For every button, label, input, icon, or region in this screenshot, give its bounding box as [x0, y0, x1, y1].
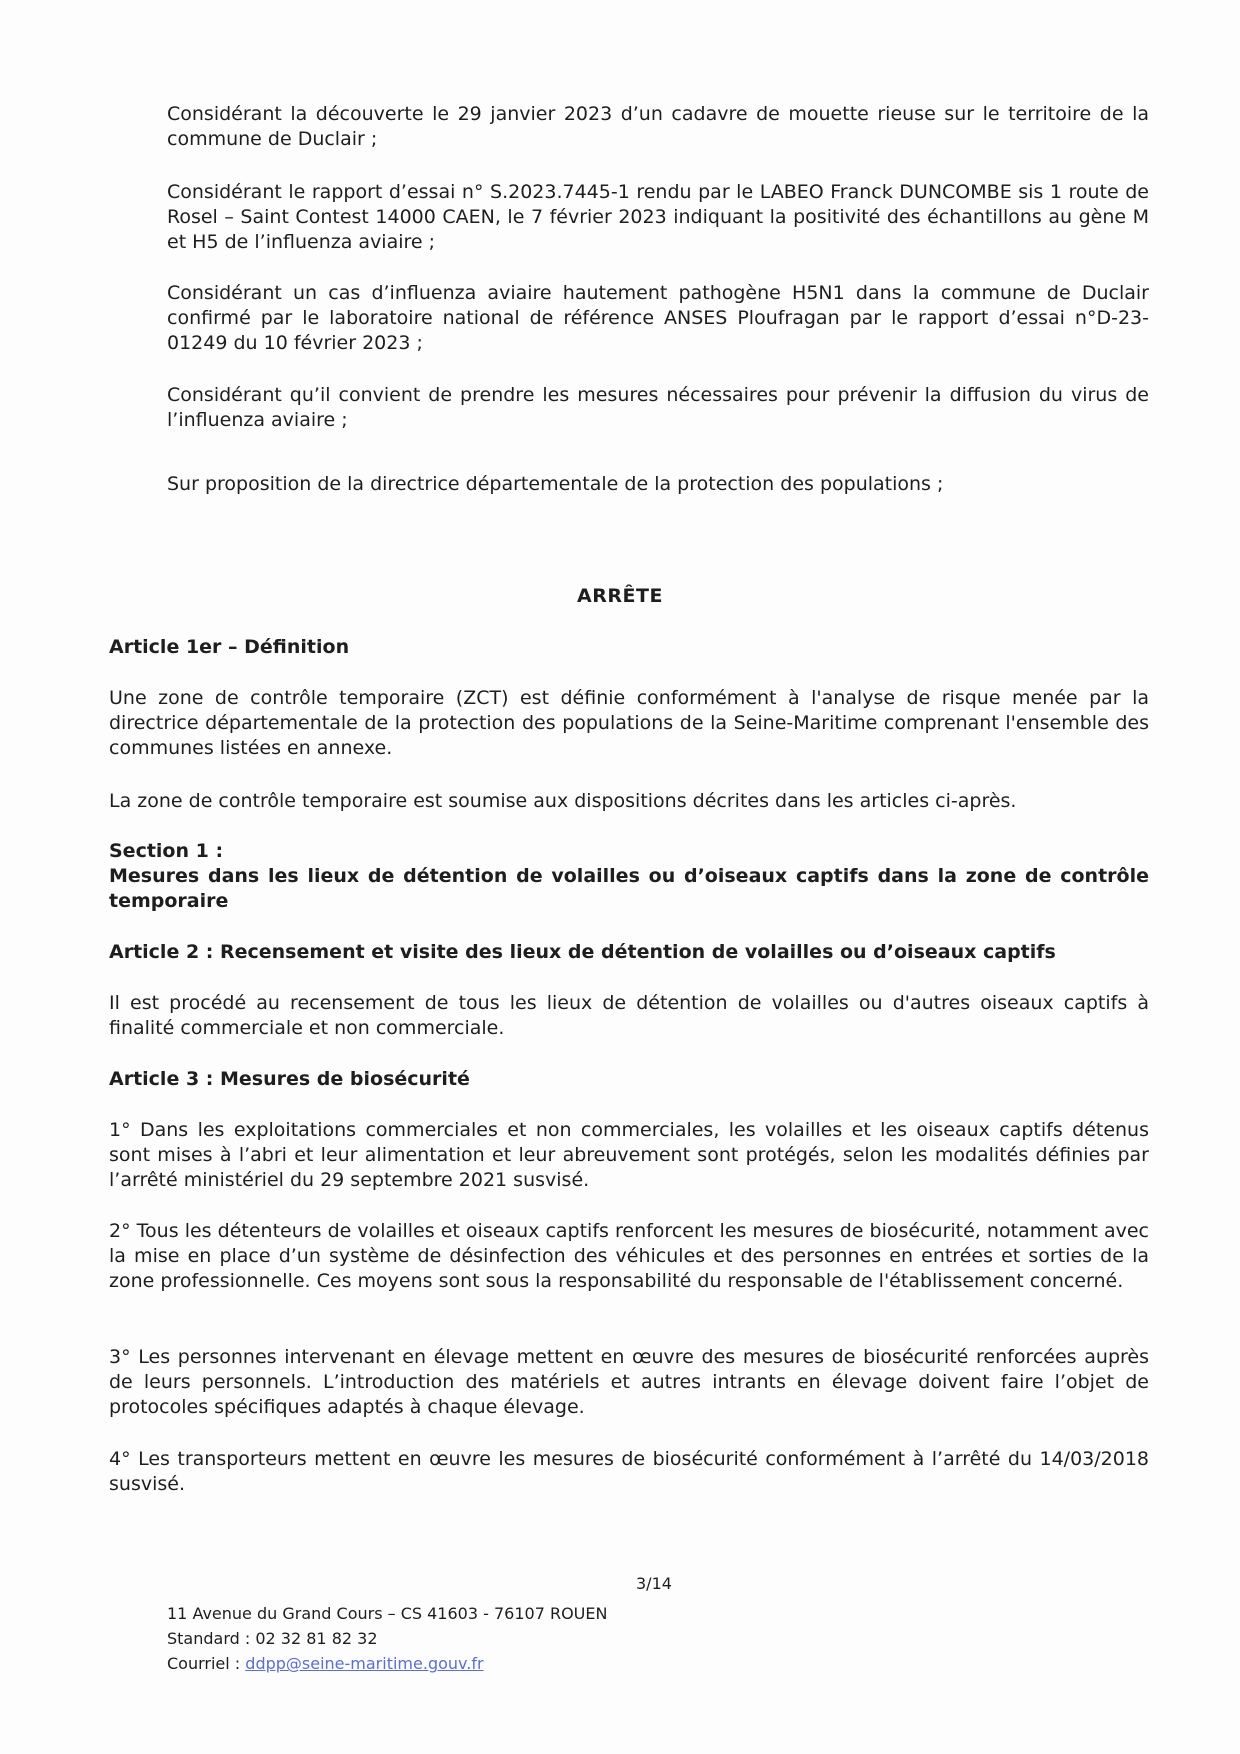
article-2-heading: Article 2 : Recensement et visite des lieux de détention de volailles ou d’oiseaux captifs: [109, 941, 1056, 963]
considerant-paragraph: Considérant la découverte le 29 janvier 2023 d’un cadavre de mouette rieuse sur le territoire de la commune de Duclair ;: [167, 103, 1149, 150]
footer-address: 11 Avenue du Grand Cours – CS 41603 - 76107 ROUEN: [167, 1604, 608, 1623]
article-3-item: 1° Dans les exploitations commerciales et non commerciales, les volailles et les oiseaux captifs détenus sont mises à l’abri et leur alimentation et leur abreuvement sont protégés, selon les modalités définies par l’arrêté ministériel du 29 septembre 2021 susvisé.: [109, 1119, 1149, 1191]
considerant-paragraph: Considérant le rapport d’essai n° S.2023.7445-1 rendu par le LABEO Franck DUNCOMBE sis 1 route de Rosel – Saint Contest 14000 CAEN, le 7 février 2023 indiquant la positivité des échantillons au gène M et H5 de l’influenza aviaire ;: [167, 181, 1149, 253]
considerant-paragraph: Considérant qu’il convient de prendre les mesures nécessaires pour prévenir la diffusion du virus de l’influenza aviaire ;: [167, 384, 1149, 431]
article-2-paragraph: Il est procédé au recensement de tous les lieux de détention de volailles ou d'autres oiseaux captifs à finalité commerciale et non commerciale.: [109, 992, 1149, 1039]
section-1-label: Section 1 :: [109, 840, 224, 862]
article-3-item: 2° Tous les détenteurs de volailles et oiseaux captifs renforcent les mesures de biosécurité, notamment avec la mise en place d’un système de désinfection des véhicules et des personnes en entrées et sorties de la zone professionnelle. Ces moyens sont sous la responsabilité du responsable de l'établissement concerné.: [109, 1220, 1149, 1292]
article-3-heading: Article 3 : Mesures de biosécurité: [109, 1068, 470, 1090]
page-number: 3/14: [636, 1574, 672, 1593]
article-3-item: 4° Les transporteurs mettent en œuvre les mesures de biosécurité conformément à l’arrêté du 14/03/2018 susvisé.: [109, 1448, 1149, 1495]
article-1-heading: Article 1er – Définition: [109, 636, 350, 658]
proposition-paragraph: Sur proposition de la directrice départementale de la protection des populations ;: [167, 473, 944, 495]
article-1-paragraph: Une zone de contrôle temporaire (ZCT) est définie conformément à l'analyse de risque menée par la directrice départementale de la protection des populations de la Seine-Maritime comprenant l'ensemble des communes listées en annexe.: [109, 687, 1149, 759]
footer-contact: [167, 1601, 607, 1676]
footer-email-label: Courriel :: [167, 1654, 246, 1673]
article-1-paragraph: La zone de contrôle temporaire est soumise aux dispositions décrites dans les articles ci-après.: [109, 790, 1017, 812]
footer-phone: Standard : 02 32 81 82 32: [167, 1629, 378, 1648]
considerant-paragraph: Considérant un cas d’influenza aviaire hautement pathogène H5N1 dans la commune de Duclair confirmé par le laboratoire national de référence ANSES Ploufragan par le rapport d’essai n°D-23-01249 du 10 février 2023 ;: [167, 282, 1149, 354]
footer-email-line: [167, 1651, 607, 1676]
article-3-item: 3° Les personnes intervenant en élevage mettent en œuvre des mesures de biosécurité renforcées auprès de leurs personnels. L’introduction des matériels et autres intrants en élevage doivent faire l’objet de protocoles spécifiques adaptés à chaque élevage.: [109, 1346, 1149, 1418]
arrete-title: ARRÊTE: [577, 585, 663, 607]
section-1-title: Mesures dans les lieux de détention de volailles ou d’oiseaux captifs dans la zone de contrôle temporaire: [109, 865, 1149, 912]
footer-email-link[interactable]: ddpp@seine-maritime.gouv.fr: [245, 1654, 484, 1673]
